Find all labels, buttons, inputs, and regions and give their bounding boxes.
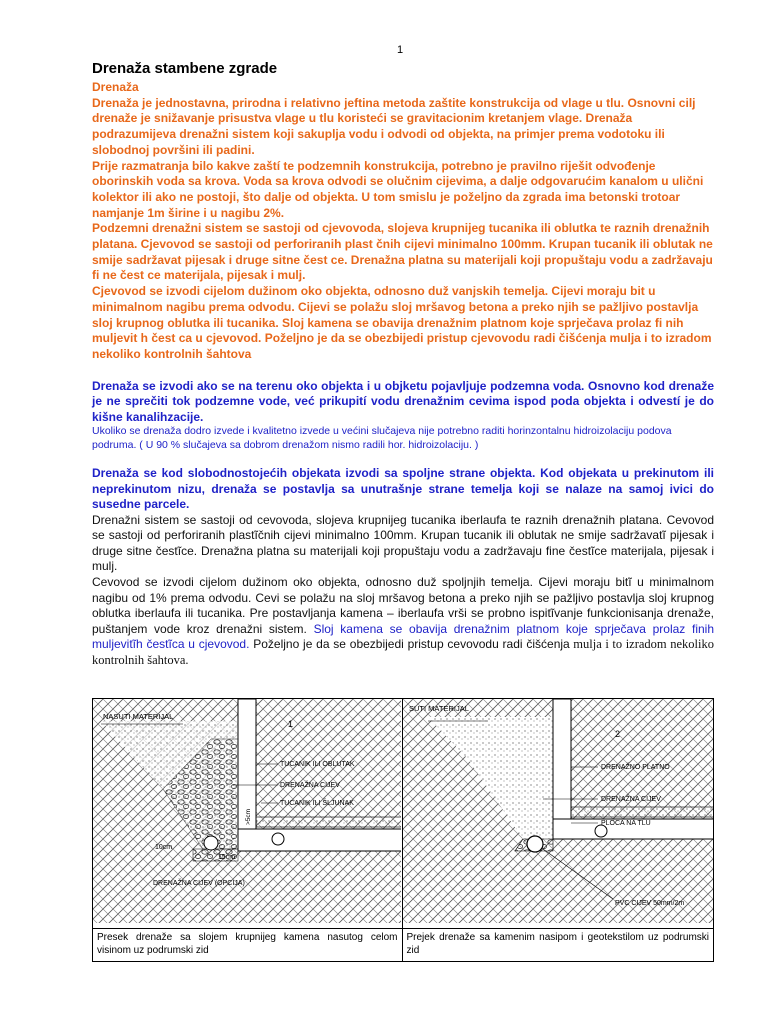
figure-number: 1 [288,719,294,729]
groundwater-paragraph: Drenaža se izvodi ako se na terenu oko objekta i u objketu pojavljuje podzemna voda. Osnovno kod drenaže je ne sprečiti tok podzemne vode, već prikupití vodu drenažnim cevima ispod poda objekta i odvestí je do kišne kanalihzacije. [92,378,714,424]
paragraph: Podzemni drenažni sistem se sastoji od cjevovoda, slojeva krupnijeg tucanika ili oblutka te raznih drenažnih platana. Cjevovod se sastoji od perforiranih plast čnih cijevi minimalno 100mm. Krupan tucanik ili oblutak ne smije sadržavat pijesak i druge sitne čest ce. Drenažna platna su materijali koji propuštaju vodu a zadržavaju fi ne čest ce materijala, pijesak i mulj. [92,221,713,283]
figures-table [92,698,714,962]
figure-2-cell [402,699,714,929]
note-paragraph: Ukoliko se drenaža dodro izvede i kvalitetno izvede u većini slučajeva nije potrebno raditi horinzontalnu hidroizolaciju podova podruma. ( U 90 % slučajeva sa dobrom drenažom nismo radili hor. hidroizolaciju. ) [92,425,672,451]
figure-2-caption: Prejek drenaže sa kamenim nasipom i geotekstilom uz podrumski zid [402,929,714,962]
document-body [92,80,714,669]
label-pvc-pipe: PVC CIJEV 50mm/2m [614,900,684,907]
figure-1-cell [93,699,403,929]
dimension-height: >5cm [245,808,252,825]
label-gravel-2: TUCANIK ILI ŠLJUNAK [280,800,354,807]
paragraph [92,575,714,669]
paragraph: Drenažni sistem se sastoji od cevovoda, slojeva krupnijeg tucanika iberlaufa te raznih drenažnih platana. Cevovod se sastoji od perforiranih plastĩčnih cijevi minimalno 100mm. Krupan tucanik ili oblutak ne smije sadržavatĩ pijesak i druge sitne čestĩce. Drenažna platna su materijali koji propuštaju vodu a zadržavaju fine čestĩce materijala, pijesak i mulj. [92,512,714,574]
paragraph: Cjevovod se izvodi cijelom dužinom oko objekta, odnosno duž vanjskih temelja. Cijevi moraju bit u minimalnom nagibu prema odvodu. Cijevi se polažu sloj mršavog betona a preko njih se pažljivo postavlja sloj krupnog oblutka ili tucanika. Sloj kamena se obavija drenažnim platnom koje sprječava prolaz fi nih muljevit h čest ca u cjevovod. Poželjno je da se obezbijedi pristup cjevovodu radi čišćenja mulja i to izradom nekoliko kontrolnih šahtova [92,284,712,361]
page-title: Drenaža stambene zgrade [92,60,278,77]
text-run: Cevovod se izvodi cijelom dužinom oko objekta, odnosno duž spoljnjih temelja. Cijevi moraju bitĩ u minimalnom nagibu od 1% prema odvodu. Cevi se polažu na sloj mršavog betona a preko njih se pažljivo postavlja sloj krupnog oblutka iberlaufa ili tucanika. Pre postavljanja kamena – iberlaufa vrši se probno ispitĩvanje funkcionisanja drenaže, puštanjem vode kroz drenažni sistem. [92,575,714,636]
figure-2-drawing [403,699,713,923]
text-run-highlight: Sloj kamena se obavija drenažnim platnom koje sprječava prolaz finih muljevitĩh čestĩca u cjevovod. [92,621,714,652]
dimension-10cm: 10cm [155,844,173,851]
section-heading: Drenaža [92,80,139,94]
figure-number: 2 [614,729,620,739]
label-fill: NASUTI MATERIJAL [103,712,174,721]
dimension-15cm: 15cm [218,854,236,861]
figure-1-caption: Presek drenaže sa slojem krupnijeg kamena nasutog celom visinom uz podrumski zid [93,929,403,962]
paragraph: Drenaža je jednostavna, prirodna i relativno jeftina metoda zaštite konstrukcija od vlage u tlu. Osnovni cilj drenaže je snižavanje prisustva vlage u tlu koristeći se gravitacionim kretanjem vlage. Drenaža podrazumijeva drenažni sistem koji sakuplja vodu i odvodi od objekta, na primjer prema vodotoku ili slobodnoj površini ili padini. [92,95,696,157]
page-number: 1 [397,44,404,56]
paragraph: Prije razmatranja bilo kakve zaští te podzemnih konstrukcija, potrebno je pravilno riješit odvođenje oborinskih voda sa krova. Voda sa krova odvodi se olučnim cijevima, a dalje odgovarućim kanalom u ulični kolektor ili ako ne postoji, što dalje od objekta. U tom smislu je poželjno da zgrada ima betonski trotoar namjanje 1m širine i u nagibu 2%. [92,158,704,220]
text-run: mulja i to izradom nekoliko kontrolnih šahtova. [92,637,714,667]
figure-1-drawing [93,699,401,923]
placement-paragraph: Drenaža se kod slobodnostojećih objekata izvodi sa spoljne strane objekta. Kod objekata u prekinutom ili neprekinutom nizu, drenaža se postavlja sa unutrašnje strane temelja koji se nalaze na samoj ivici do susedne parcele. [92,466,714,512]
label-pipe: DRENAŽNA CIJEV [280,782,340,789]
label-fill: SUTI MATERIJAL [408,704,469,713]
label-gravel: TUCANIK ILI OBLUTAK [280,761,355,768]
label-fabric: DRENAŽNO PLATNO [600,764,670,771]
label-slab: PLOČA NA TLU [600,820,651,827]
text-run: Poželjno je da se obezbijedi pristup cevovodu radi čišćenja [249,637,570,652]
label-pipe: DRENAŽNA CIJEV [600,796,661,803]
label-pipe-optional: DRENAŽNA CIJEV (OPCIJA) [153,880,245,887]
